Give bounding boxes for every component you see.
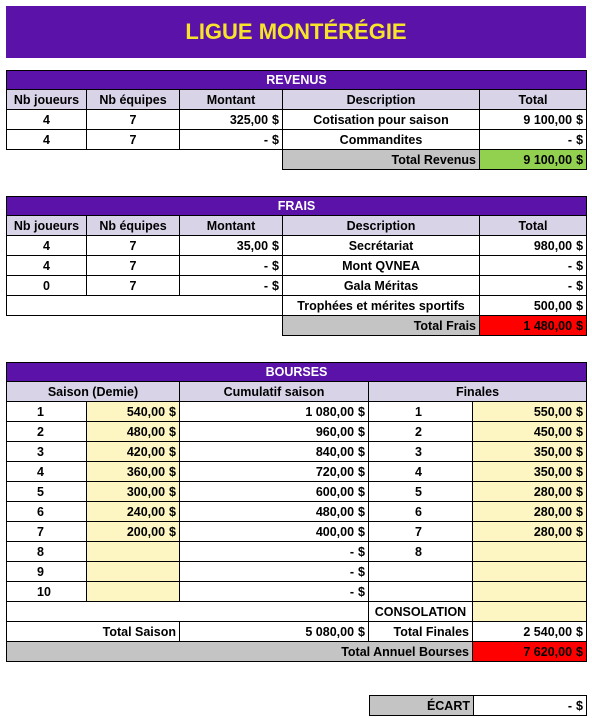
total-annuel-value: 7 620,00 $	[473, 642, 587, 662]
cell-rank: 1	[7, 402, 87, 422]
table-row	[7, 236, 587, 256]
cell-saison[interactable]: 300,00 $	[87, 482, 180, 502]
cell-finale-rank: 3	[369, 442, 473, 462]
col-total: Total	[480, 216, 587, 236]
cell-finale-rank: 5	[369, 482, 473, 502]
cell-description[interactable]: Gala Méritas	[283, 276, 480, 296]
cell-finale[interactable]: 350,00 $	[473, 462, 587, 482]
ecart-value: - $	[474, 696, 587, 716]
cell-rank: 4	[7, 462, 87, 482]
col-equipes: Nb équipes	[87, 90, 180, 110]
total-frais-label: Total Frais	[283, 316, 480, 336]
cell-finale-rank: 7	[369, 522, 473, 542]
cell-montant[interactable]: - $	[180, 130, 283, 150]
cell-cumul: 400,00 $	[180, 522, 369, 542]
cell-equipes[interactable]: 7	[87, 276, 180, 296]
cell-saison[interactable]: 240,00 $	[87, 502, 180, 522]
col-joueurs: Nb joueurs	[7, 216, 87, 236]
ecart-label: ÉCART	[370, 696, 474, 716]
page-title: LIGUE MONTÉRÉGIE	[6, 6, 586, 58]
cell-joueurs[interactable]: 4	[7, 110, 87, 130]
cell-finale-rank: 4	[369, 462, 473, 482]
cell-cumul: - $	[180, 562, 369, 582]
revenus-table	[6, 70, 587, 170]
cell-rank: 7	[7, 522, 87, 542]
cell-cumul: 600,00 $	[180, 482, 369, 502]
cell-montant[interactable]: 35,00 $	[180, 236, 283, 256]
cell-total[interactable]: 500,00 $	[480, 296, 587, 316]
cell-total[interactable]: 980,00 $	[480, 236, 587, 256]
cell-joueurs[interactable]: 0	[7, 276, 87, 296]
total-revenus-label: Total Revenus	[283, 150, 480, 170]
col-description: Description	[283, 216, 480, 236]
cell-finale[interactable]: 280,00 $	[473, 482, 587, 502]
cell-finale-rank: 6	[369, 502, 473, 522]
revenus-header: REVENUS	[7, 71, 587, 90]
total-saison-value: 5 080,00 $	[180, 622, 369, 642]
col-saison: Saison (Demie)	[7, 382, 180, 402]
cell-finale[interactable]	[473, 582, 587, 602]
total-annuel-label: Total Annuel Bourses	[7, 642, 473, 662]
cell-total[interactable]: 9 100,00 $	[480, 110, 587, 130]
frais-table	[6, 196, 587, 336]
cell-cumul: - $	[180, 542, 369, 562]
cell-rank: 3	[7, 442, 87, 462]
cell-finale-rank	[369, 582, 473, 602]
cell-finale-rank: 2	[369, 422, 473, 442]
cell-finale-rank: 8	[369, 542, 473, 562]
table-row	[7, 542, 587, 562]
cell-equipes[interactable]: 7	[87, 130, 180, 150]
cell-total[interactable]: - $	[480, 256, 587, 276]
cell-finale[interactable]: 450,00 $	[473, 422, 587, 442]
cell-saison[interactable]: 360,00 $	[87, 462, 180, 482]
col-description: Description	[283, 90, 480, 110]
cell-saison[interactable]	[87, 582, 180, 602]
table-row	[7, 442, 587, 462]
cell-cumul: 720,00 $	[180, 462, 369, 482]
col-total: Total	[480, 90, 587, 110]
total-saison-label: Total Saison	[7, 622, 180, 642]
table-row	[7, 522, 587, 542]
cell-saison[interactable]: 480,00 $	[87, 422, 180, 442]
cell-finale-rank	[369, 562, 473, 582]
table-row	[7, 422, 587, 442]
cell-total[interactable]: - $	[480, 276, 587, 296]
cell-saison[interactable]	[87, 562, 180, 582]
cell-description[interactable]: Mont QVNEA	[283, 256, 480, 276]
table-row	[7, 582, 587, 602]
table-row	[7, 502, 587, 522]
total-frais-value: 1 480,00 $	[480, 316, 587, 336]
col-cumulatif: Cumulatif saison	[180, 382, 369, 402]
cell-rank: 2	[7, 422, 87, 442]
cell-cumul: 960,00 $	[180, 422, 369, 442]
cell-finale-rank: 1	[369, 402, 473, 422]
cell-finale[interactable]: 280,00 $	[473, 502, 587, 522]
col-montant: Montant	[180, 90, 283, 110]
table-row	[7, 110, 587, 130]
table-row	[7, 482, 587, 502]
cell-rank: 5	[7, 482, 87, 502]
total-finales-value: 2 540,00 $	[473, 622, 587, 642]
col-montant: Montant	[180, 216, 283, 236]
cell-joueurs[interactable]: 4	[7, 130, 87, 150]
total-finales-label: Total Finales	[369, 622, 473, 642]
table-row	[7, 130, 587, 150]
cell-finale[interactable]	[473, 562, 587, 582]
table-row	[7, 296, 587, 316]
cell-cumul: - $	[180, 582, 369, 602]
cell-saison[interactable]: 200,00 $	[87, 522, 180, 542]
cell-finale[interactable]: 350,00 $	[473, 442, 587, 462]
ecart-table	[369, 695, 587, 716]
cell-equipes[interactable]: 7	[87, 236, 180, 256]
cell-finale[interactable]: 280,00 $	[473, 522, 587, 542]
cell-cumul: 480,00 $	[180, 502, 369, 522]
cell-description[interactable]: Trophées et mérites sportifs	[283, 296, 480, 316]
cell-montant[interactable]: - $	[180, 256, 283, 276]
cell-total[interactable]: - $	[480, 130, 587, 150]
cell-saison[interactable]	[87, 542, 180, 562]
col-joueurs: Nb joueurs	[7, 90, 87, 110]
cell-saison[interactable]: 420,00 $	[87, 442, 180, 462]
cell-description[interactable]: Secrétariat	[283, 236, 480, 256]
table-row	[7, 462, 587, 482]
cell-saison[interactable]: 540,00 $	[87, 402, 180, 422]
cell-finale[interactable]: 550,00 $	[473, 402, 587, 422]
cell-description[interactable]: Commandites	[283, 130, 480, 150]
consolation-value[interactable]	[473, 602, 587, 622]
cell-joueurs[interactable]: 4	[7, 236, 87, 256]
frais-header: FRAIS	[7, 197, 587, 216]
cell-cumul: 1 080,00 $	[180, 402, 369, 422]
table-row	[7, 256, 587, 276]
cell-montant[interactable]: 325,00 $	[180, 110, 283, 130]
consolation-label: CONSOLATION	[369, 602, 473, 622]
cell-equipes[interactable]: 7	[87, 256, 180, 276]
cell-montant[interactable]: - $	[180, 276, 283, 296]
cell-rank: 9	[7, 562, 87, 582]
table-row	[7, 402, 587, 422]
cell-cumul: 840,00 $	[180, 442, 369, 462]
cell-joueurs[interactable]: 4	[7, 256, 87, 276]
total-revenus-value: 9 100,00 $	[480, 150, 587, 170]
cell-finale[interactable]	[473, 542, 587, 562]
bourses-table	[6, 362, 587, 662]
cell-rank: 10	[7, 582, 87, 602]
cell-description[interactable]: Cotisation pour saison	[283, 110, 480, 130]
cell-rank: 6	[7, 502, 87, 522]
table-row	[7, 276, 587, 296]
cell-rank: 8	[7, 542, 87, 562]
col-equipes: Nb équipes	[87, 216, 180, 236]
bourses-header: BOURSES	[7, 363, 587, 382]
table-row	[7, 562, 587, 582]
cell-equipes[interactable]: 7	[87, 110, 180, 130]
col-finales: Finales	[369, 382, 587, 402]
